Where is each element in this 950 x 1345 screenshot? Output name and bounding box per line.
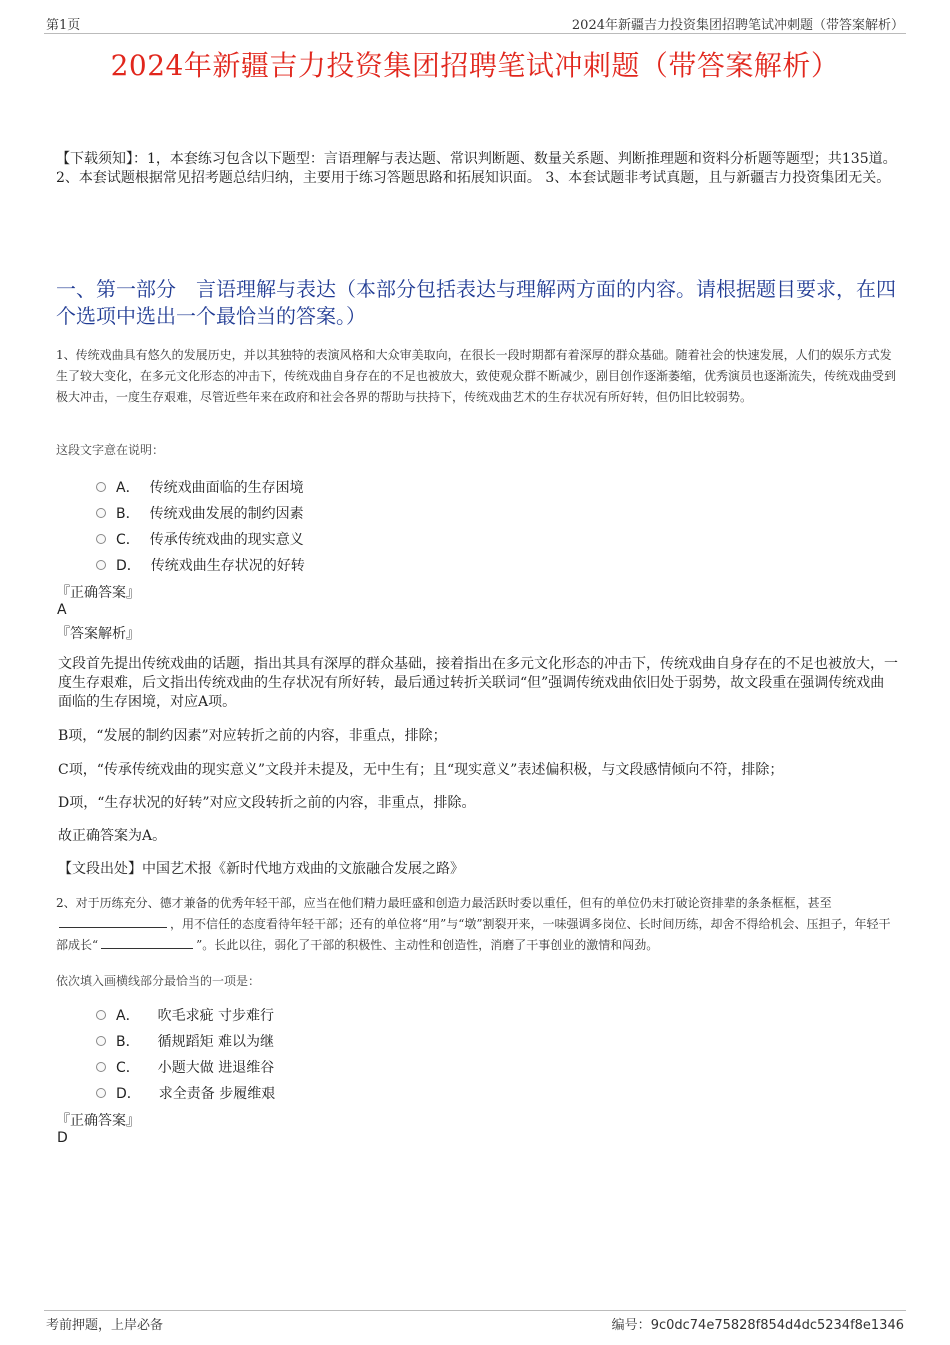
option-letter: A． (116, 1008, 140, 1024)
header-doc-title: 2024年新疆吉力投资集团招聘笔试冲刺题（带答案解析） (571, 18, 904, 33)
footer-code-value: 9c0dc74e75828f854d4dc5234f8e1346 (650, 1318, 904, 1333)
radio-icon[interactable] (96, 534, 106, 544)
q1-analysis-conclusion: 故正确答案为A。 (58, 828, 167, 844)
section-heading: 一、第一部分 言语理解与表达（本部分包括表达与理解两方面的内容。请根据题目要求，在四个选项中选出一个最恰当的答案。） (56, 277, 896, 328)
option-letter: D． (116, 558, 141, 574)
q1-option-d[interactable] (96, 555, 305, 575)
option-letter: C． (116, 532, 140, 548)
option-letter: A． (116, 480, 140, 496)
q1-analysis-b: B项，“发展的制约因素”对应转折之前的内容，非重点，排除； (58, 728, 447, 744)
option-text: 传统戏曲生存状况的好转 (150, 558, 305, 574)
option-letter: B． (116, 1034, 140, 1050)
option-letter: D． (116, 1086, 141, 1102)
q1-analysis-main: 文段首先提出传统戏曲的话题，指出其具有深厚的群众基础，接着指出在多元文化形态的冲击下，传统戏曲自身存在的不足也被放大，一度生存艰难，后文指出传统戏曲的生存状况有所好转，最后通过转折关联词“但”强调传统戏曲依旧处于弱势，故文段重在强调传统戏曲面临的生存困境，对应A项。 (58, 656, 898, 710)
radio-icon[interactable] (96, 482, 106, 492)
question-2-text (56, 893, 900, 956)
q2-option-d[interactable] (96, 1083, 275, 1103)
q1-analysis-label: 『答案解析』 (56, 626, 140, 642)
radio-icon[interactable] (96, 1010, 106, 1020)
q2-option-b[interactable] (96, 1031, 274, 1051)
option-text: 传统戏曲面临的生存困境 (149, 480, 304, 496)
q1-answer-label: 『正确答案』 (56, 585, 140, 601)
q2-option-c[interactable] (96, 1057, 274, 1077)
radio-icon[interactable] (96, 1088, 106, 1098)
radio-icon[interactable] (96, 560, 106, 570)
q2-answer-label: 『正确答案』 (56, 1113, 140, 1129)
q2-text-part3: ”。长此以往，弱化了干部的积极性、主动性和创造性，消磨了干事创业的激情和闯劲。 (196, 938, 659, 952)
radio-icon[interactable] (96, 1036, 106, 1046)
option-text: 循规蹈矩 难以为继 (157, 1034, 275, 1050)
question-2-prompt: 依次填入画横线部分最恰当的一项是： (56, 974, 261, 988)
option-text: 吹毛求疵 寸步难行 (157, 1008, 275, 1024)
footer-slogan: 考前押题，上岸必备 (46, 1318, 164, 1333)
fill-blank-1[interactable] (59, 915, 167, 928)
footer-code-label: 编号： (611, 1318, 651, 1333)
page-number: 第1页 (46, 18, 81, 33)
q1-analysis-c: C项，“传承传统戏曲的现实意义”文段并未提及，无中生有；且“现实意义”表述偏积极，与文段感情倾向不符，排除； (58, 762, 784, 778)
q2-text-part2: ，用不信任的态度看待年轻干部；还有的单位将“用”与“墩”割裂开来，一味强调多岗位、长时间历练，却舍不得给机会、压担子，年轻干部成长“ (56, 917, 891, 952)
option-text: 传统戏曲发展的制约因素 (149, 506, 304, 522)
header-divider (44, 33, 906, 34)
document-title: 2024年新疆吉力投资集团招聘笔试冲刺题（带答案解析） (110, 49, 840, 82)
q1-option-a[interactable] (96, 477, 304, 497)
q2-text-part1: 2、对于历练充分、德才兼备的优秀年轻干部，应当在他们精力最旺盛和创造力最活跃时委以重任，但有的单位仍未打破论资排辈的条条框框，甚至 (56, 896, 832, 910)
option-text: 小题大做 进退维谷 (157, 1060, 275, 1076)
footer-divider (44, 1310, 906, 1311)
question-1-prompt: 这段文字意在说明： (56, 443, 165, 457)
download-notice: 【下载须知】：1，本套练习包含以下题型：言语理解与表达题、常识判断题、数量关系题、判断推理题和资料分析题等题型；共135道。 2、本套试题根据常见招考题总结归纳，主要用于练习答题思路和拓展知识面。 3、本套试题非考试真题，且与新疆吉力投资集团无关。 (56, 151, 897, 186)
q1-option-b[interactable] (96, 503, 304, 523)
q1-analysis-d: D项，“生存状况的好转”对应文段转折之前的内容，非重点，排除。 (58, 795, 476, 811)
option-letter: C． (116, 1060, 140, 1076)
radio-icon[interactable] (96, 1062, 106, 1072)
option-text: 传承传统戏曲的现实意义 (149, 532, 304, 548)
radio-icon[interactable] (96, 508, 106, 518)
q1-source: 【文段出处】中国艺术报《新时代地方戏曲的文旅融合发展之路》 (58, 861, 464, 877)
option-letter: B． (116, 506, 140, 522)
q2-option-a[interactable] (96, 1005, 274, 1025)
q2-answer: D (57, 1130, 68, 1146)
q1-option-c[interactable] (96, 529, 304, 549)
option-text: 求全责备 步履维艰 (158, 1086, 276, 1102)
q1-answer: A (57, 602, 67, 618)
question-1-text: 1、传统戏曲具有悠久的发展历史，并以其独特的表演风格和大众审美取向，在很长一段时期都有着深厚的群众基础。随着社会的快速发展，人们的娱乐方式发生了较大变化，在多元文化形态的冲击下，传统戏曲自身存在的不足也被放大，致使观众群不断减少，剧目创作逐渐萎缩，优秀演员也逐渐流失，传统戏曲受到极大冲击，一度生存艰难，尽管近些年来在政府和社会各界的帮助与扶持下，传统戏曲艺术的生存状况有所好转，但仍旧比较弱势。 (56, 348, 897, 404)
fill-blank-2[interactable] (101, 936, 193, 949)
footer-code (612, 1314, 904, 1333)
